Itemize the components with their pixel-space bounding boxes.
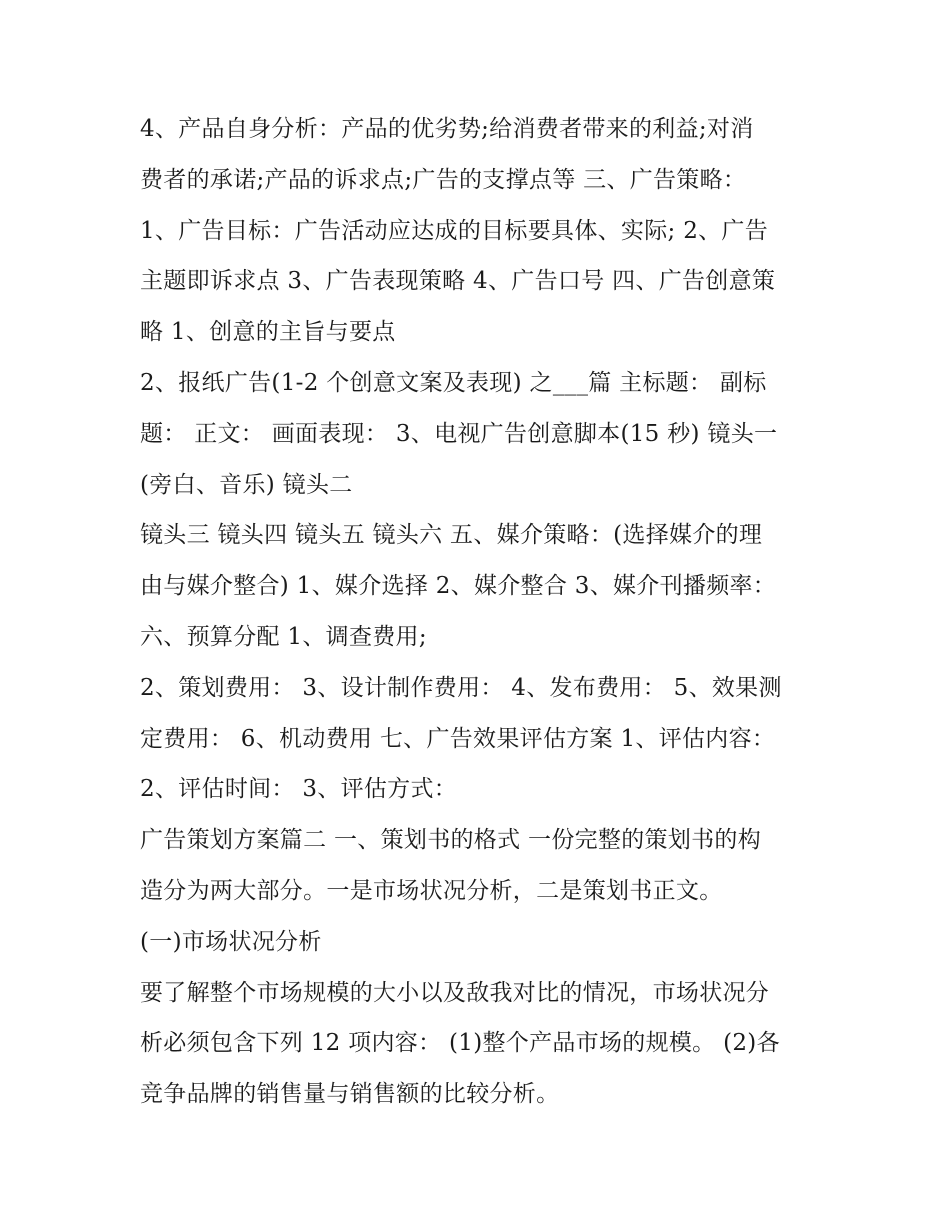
text-line: 由与媒介整合) 1、媒介选择 2、媒介整合 3、媒介刊播频率： (140, 573, 777, 600)
text-line: 六、预算分配 1、调查费用; (140, 623, 427, 650)
text-line: (旁白、音乐) 镜头二 (140, 471, 353, 498)
text-line: 2、报纸广告(1-2 个创意文案及表现) 之___篇 主标题： 副标 (140, 369, 767, 396)
text-line: 2、策划费用： 3、设计制作费用： 4、发布费用： 5、效果测 (140, 674, 782, 701)
text-line: 定费用： 6、机动费用 七、广告效果评估方案 1、评估内容： (140, 725, 776, 752)
text-line: 造分为两大部分。一是市场状况分析，二是策划书正文。 (140, 877, 723, 904)
text-line: 略 1、创意的主旨与要点 (140, 319, 396, 346)
text-line: 广告策划方案篇二 一、策划书的格式 一份完整的策划书的构 (140, 827, 762, 854)
text-line: 1、广告目标：广告活动应达成的目标要具体、实际; 2、广告 (140, 217, 769, 244)
text-line: 镜头三 镜头四 镜头五 镜头六 五、媒介策略：(选择媒介的理 (140, 522, 763, 549)
text-line: 析必须包含下列 12 项内容： (1)整个产品市场的规模。 (2)各 (140, 1030, 780, 1057)
text-line: 4、产品自身分析：产品的优劣势;给消费者带来的利益;对消 (140, 116, 754, 142)
text-line: 竞争品牌的销售量与销售额的比较分析。 (140, 1081, 560, 1108)
document-body (140, 104, 820, 1120)
text-line: 题： 正文： 画面表现： 3、电视广告创意脚本(15 秒) 镜头一 (140, 420, 778, 447)
text-line: 主题即诉求点 3、广告表现策略 4、广告口号 四、广告创意策 (140, 268, 776, 295)
section-heading: (一)市场状况分析 (140, 928, 322, 955)
text-line: 费者的承诺;产品的诉求点;广告的支撑点等 三、广告策略： (140, 166, 747, 193)
text-line: 2、评估时间： 3、评估方式： (140, 776, 458, 803)
text-line: 要了解整个市场规模的大小以及敌我对比的情况，市场状况分 (140, 979, 770, 1006)
